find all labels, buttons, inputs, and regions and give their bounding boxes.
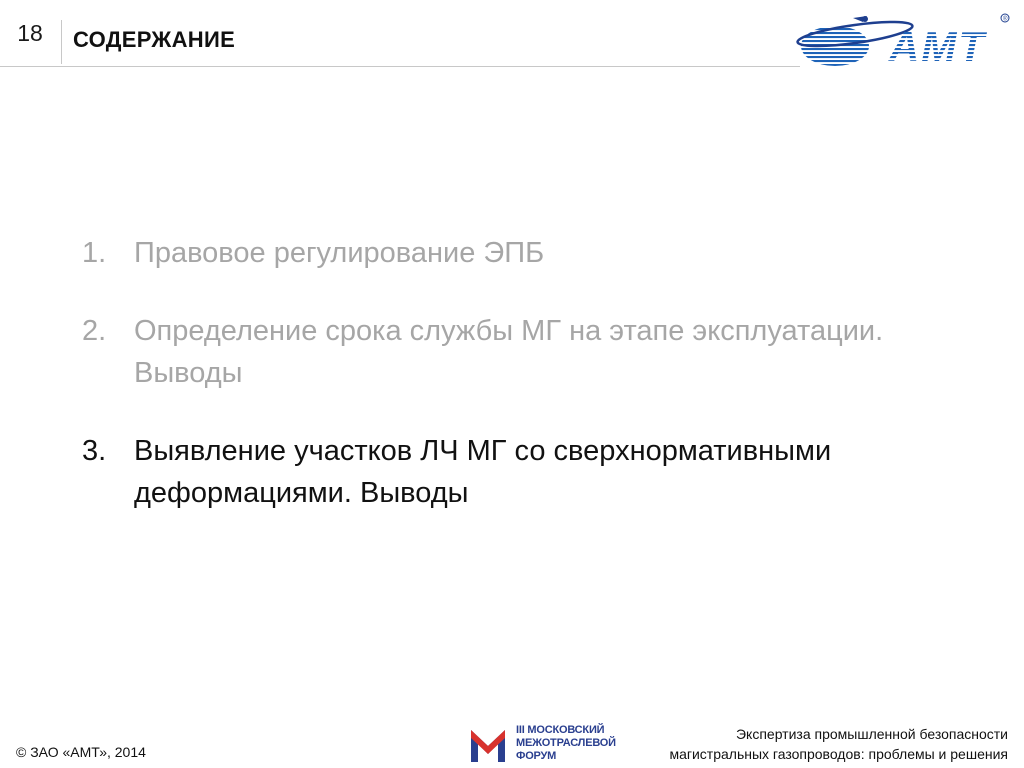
footer-caption [669,724,1008,764]
toc-item-text: Определение срока службы МГ на этапе эксплуатации. Выводы [134,315,884,389]
table-of-contents [82,232,982,550]
forum-name [516,724,628,763]
toc-item-number: 2. [82,315,107,347]
amt-logo [793,12,1021,72]
forum-name-line: ФОРУМ [516,750,557,762]
amt-logo-text: АМТ [889,23,986,70]
toc-item [82,310,982,394]
amt-logo-icon [793,12,1021,72]
toc-item-number: 3. [82,435,107,467]
footer-caption-line: Экспертиза промышленной безопасности [735,726,1008,742]
toc-item-text: Выявление участков ЛЧ МГ со сверхнормативными деформациями. Выводы [134,435,832,509]
forum-m-logo-icon [468,724,508,764]
header-divider [61,20,62,64]
toc-item-text: Правовое регулирование ЭПБ [134,237,545,269]
footer-caption-line: магистральных газопроводов: проблемы и решения [669,746,1008,762]
toc-item-current [82,430,982,514]
toc-item [82,232,982,274]
svg-text:®: ® [1003,16,1008,23]
copyright-text: © ЗАО «АМТ», 2014 [16,744,146,760]
toc-item-number: 1. [82,237,107,269]
header-rule [0,66,800,67]
forum-name-line: МЕЖОТРАСЛЕВОЙ [516,737,616,749]
slide-number: 18 [17,20,43,46]
slide-title: СОДЕРЖАНИЕ [73,27,236,52]
forum-logo [468,724,508,764]
forum-name-line: III МОСКОВСКИЙ [516,724,605,736]
